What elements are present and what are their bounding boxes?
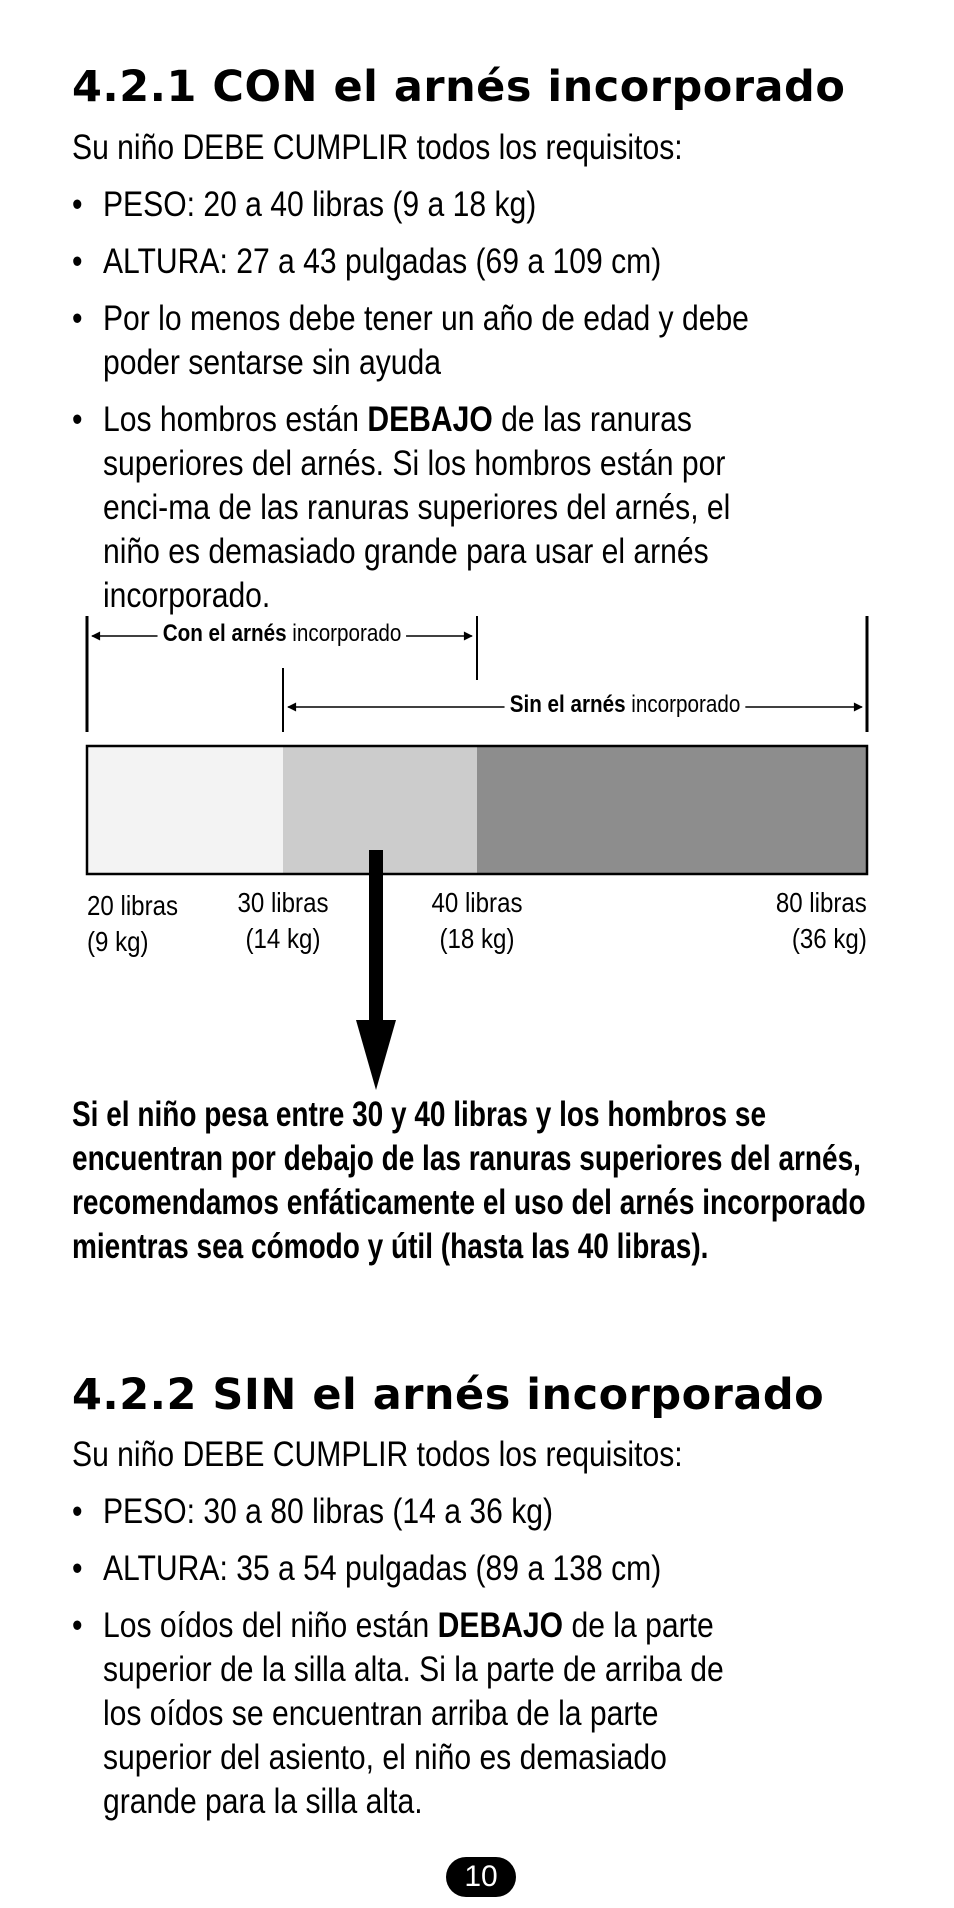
item-text-post: de las ranuras superiores del arnés. Si los hombros están por enci-ma de las ranuras superiores del arnés, el niño es demasiado grande para usar el arnés incorporado. (102, 400, 731, 615)
section-heading-with-harness: 4.2.1 CON el arnés incorporado (72, 62, 846, 112)
section-heading-without-harness: 4.2.2 SIN el arnés incorporado (72, 1370, 825, 1420)
weight-lb: 30 libras (237, 887, 329, 918)
item-text-pre: Los oídos del niño están (102, 1606, 438, 1645)
range-label-without-harness: Sin el arnés incorporado (505, 691, 746, 719)
range-label-with-harness: Con el arnés incorporado (158, 620, 407, 648)
list-item: • PESO: 20 a 40 libras (9 a 18 kg) (72, 183, 860, 227)
weight-tick-label (87, 888, 178, 960)
list-item: • ALTURA: 27 a 43 pulgadas (69 a 109 cm) (72, 240, 860, 284)
requirements-list-without-harness (72, 1490, 880, 1837)
weight-kg: (14 kg) (245, 923, 321, 954)
weight-kg: (18 kg) (439, 923, 515, 954)
weight-segment-0 (87, 746, 283, 874)
list-item: • PESO: 30 a 80 libras (14 a 36 kg) (72, 1490, 860, 1534)
list-item: • ALTURA: 35 a 54 pulgadas (89 a 138 cm) (72, 1547, 860, 1591)
item-text-bold: DEBAJO (367, 400, 493, 439)
weight-lb: 80 libras (775, 887, 867, 918)
weight-tick-label (197, 885, 369, 957)
weight-lb: 20 libras (87, 890, 179, 921)
weight-kg: (9 kg) (87, 926, 149, 957)
weight-tick-label (391, 885, 563, 957)
list-item (72, 398, 782, 618)
page-number-badge: 10 (446, 1857, 516, 1897)
recommendation-note: Si el niño pesa entre 30 y 40 libras y los hombros se encuentran por debajo de las ranuras superiores del arnés, recomendamos enfáticamente el uso del arnés incorporado mientras sea cómodo y útil (hasta las 40 libras). (72, 1095, 866, 1266)
item-text-pre: Los hombros están (102, 400, 368, 439)
item-text-post: de la parte superior de la silla alta. Si la parte de arriba de los oídos se encuentran arriba de la parte superior del asiento, el niño es demasiado grande para la silla alta. (102, 1606, 724, 1821)
weight-segment-2 (477, 746, 867, 874)
weight-range-chart (0, 610, 954, 1110)
section-intro: Su niño DEBE CUMPLIR todos los requisitos: (72, 1435, 683, 1474)
section-intro: Su niño DEBE CUMPLIR todos los requisitos: (72, 128, 683, 167)
weight-tick-label (776, 885, 867, 957)
weight-lb: 40 libras (431, 887, 523, 918)
down-arrow-head-icon (356, 1020, 396, 1090)
item-text-bold: DEBAJO (437, 1606, 564, 1645)
weight-range-graphic (0, 610, 954, 1110)
list-item (72, 1604, 757, 1824)
requirements-list-with-harness (72, 183, 880, 631)
weight-kg: (36 kg) (792, 923, 867, 954)
list-item: • Por lo menos debe tener un año de edad y debe poder sentarse sin ayuda (72, 297, 757, 385)
